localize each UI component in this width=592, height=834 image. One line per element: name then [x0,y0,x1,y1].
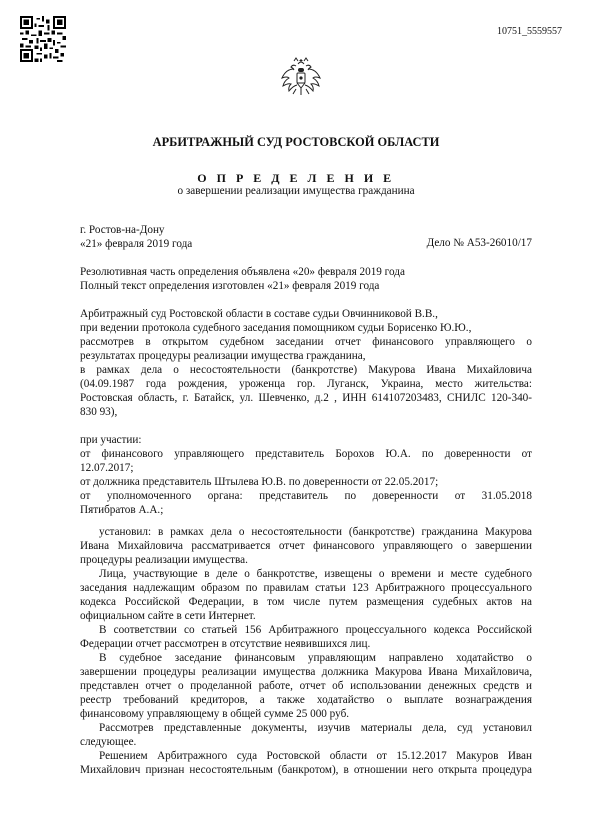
intro-line: Ростовская область, г. Батайск, ул. Шевченко, д.2 , ИНН 614107203483, СНИЛС 120-340- [80,392,532,404]
body-line: представлен отчет о проделанной работе, отчет об использовании денежных средств и [80,680,532,692]
coat-of-arms-icon [280,56,322,98]
body-line: завершении процедуры реализации имущества должника Макурова Ивана Михайловича, [80,666,532,678]
full-text-note: Полный текст определения изготовлен «21» февраля 2019 года [80,280,380,292]
participant-line: от финансового управляющего представитель Борохов Ю.А. по доверенности от [80,448,532,460]
city: г. Ростов-на-Дону [80,224,165,236]
body-line: Ивана Михайловича рассматривается отчет финансового управляющего о завершении [80,540,532,552]
intro-line: при ведении протокола судебного заседания помощником судьи Борисенко Ю.Ю., [80,322,472,334]
participants-heading: при участии: [80,434,142,446]
case-number: Дело № А53-26010/17 [426,237,532,249]
intro-line: в рамках дела о несостоятельности (банкротстве) Макурова Ивана Михайловича [80,364,532,376]
body-line: Решением Арбитражного суда Ростовской области от 15.12.2017 Макуров Иван [99,750,532,762]
court-name: АРБИТРАЖНЫЙ СУД РОСТОВСКОЙ ОБЛАСТИ [152,135,440,149]
body-line: процедуры реализации имущества. [80,554,248,566]
body-line: установил: в рамках дела о несостоятельности (банкротстве) гражданина Макурова [99,526,532,538]
body-line: заседания надлежащим образом по правилам статьи 123 Арбитражного процессуального [80,582,532,594]
participant-line: от уполномоченного органа: представитель по доверенности от 31.05.2018 [80,490,532,502]
body-line: кодекса Российской Федерации, в том числе путем размещения судебных актов на [80,596,532,608]
participant-line: Пятибратов А.А.; [80,504,164,516]
body-line: следующее. [80,736,137,748]
intro-line: результатах процедуры реализации имущества гражданина, [80,350,366,362]
body-line: Михайлович признан несостоятельным (банкротом), в отношении него открыта процедура [80,764,532,776]
intro-line: 830 93), [80,406,118,418]
participant-line: от должника представитель Штылева Ю.В. по доверенности от 22.05.2017; [80,476,439,488]
intro-line: рассмотрев в открытом судебном заседании отчет финансового управляющего о [80,336,532,348]
body-line: Федерации отчет рассмотрен в отсутствие неявившихся лиц. [80,638,371,650]
qr-code [20,16,66,62]
operative-part-note: Резолютивная часть определения объявлена «20» февраля 2019 года [80,266,405,278]
document-date: «21» февраля 2019 года [80,238,193,250]
body-line: Рассмотрев представленные документы, изучив материалы дела, суд установил [99,722,532,734]
body-line: В соответствии со статьей 156 Арбитражного процессуального кодекса Российской [99,624,532,636]
intro-line: (04.09.1987 года рождения, уроженца гор. Луганск, Украина, место жительства: [80,378,532,390]
body-line: Лица, участвующие в деле о банкротстве, извещены о времени и месте судебного [99,568,532,580]
body-line: В судебное заседание финансовым управляющим направлено ходатайство о [99,652,532,664]
body-line: реестр требований кредиторов, а также ходатайство о выплате вознаграждения [80,694,532,706]
body-line: финансовому управляющему в общей сумме 25 000 руб. [80,708,350,720]
body-line: официальном сайте в сети Интернет. [80,610,256,622]
document-subtitle: о завершении реализации имущества гражданина [177,185,415,197]
document-title: О П Р Е Д Е Л Е Н И Е [197,171,395,185]
document-number: 10751_5559557 [497,26,562,37]
participant-line: 12.07.2017; [80,462,134,474]
intro-line: Арбитражный суд Ростовской области в составе судьи Овчинниковой В.В., [80,308,438,320]
